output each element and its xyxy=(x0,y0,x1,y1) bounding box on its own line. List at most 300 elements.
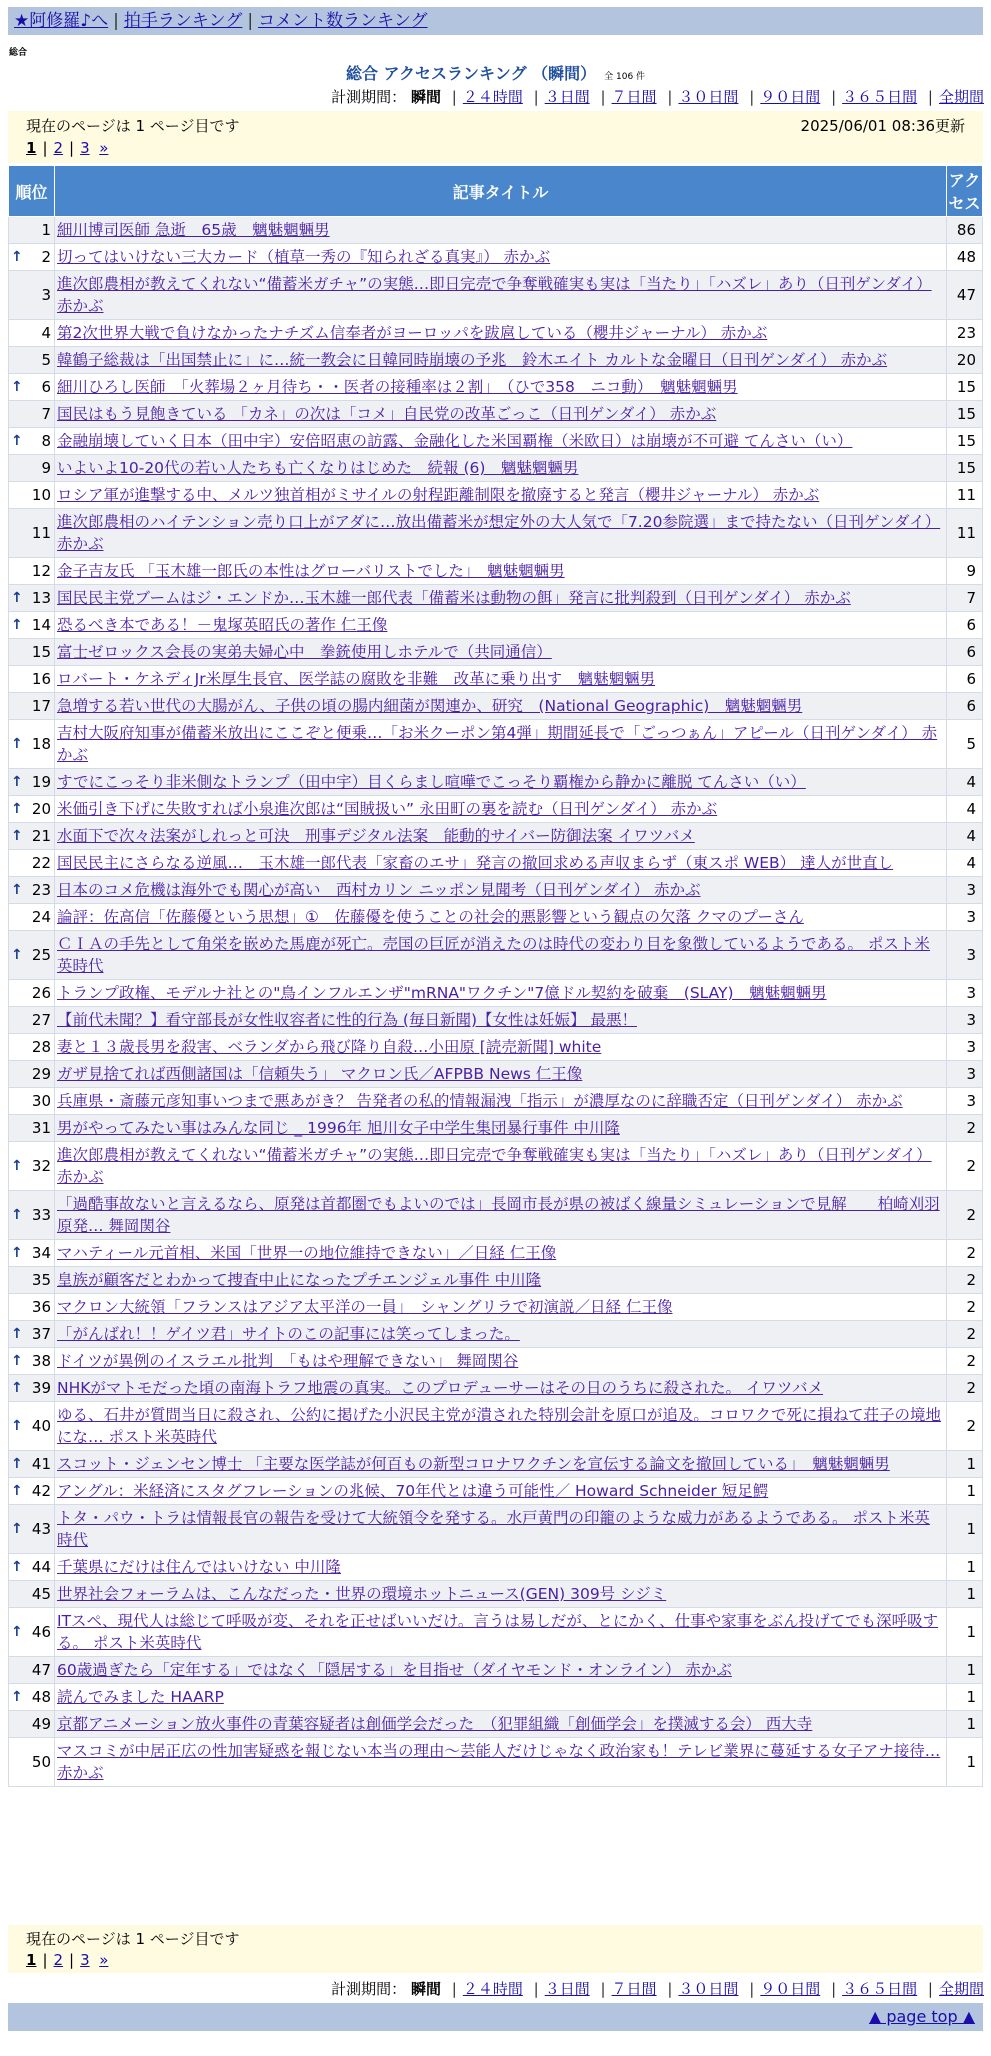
rank-cell xyxy=(9,823,55,850)
article-title-link[interactable]: 細川博司医師 急逝 65歳 魑魅魍魎男 xyxy=(57,221,330,239)
article-title-link[interactable]: 進次郎農相が教えてくれない“備蓄米ガチャ”の実態…即日完売で争奪戦確実も実は「当たり」「ハズレ」あり（日刊ゲンダイ） 赤かぶ xyxy=(57,1146,932,1186)
title-cell xyxy=(55,428,947,455)
rank-number: 21 xyxy=(31,827,51,845)
rank-up-arrow-icon: ↑ xyxy=(11,1380,23,1396)
title-cell xyxy=(55,850,947,877)
table-row xyxy=(9,217,983,244)
article-title-link[interactable]: 富士ゼロックス会長の実弟夫婦心中 拳銃使用しホテルで（共同通信） xyxy=(57,643,552,661)
title-cell xyxy=(55,244,947,271)
page-title: 総合 アクセスランキング （瞬間） xyxy=(345,64,597,83)
col-header-rank: 順位 xyxy=(9,166,55,217)
table-row xyxy=(9,1088,983,1115)
table-row xyxy=(9,1505,983,1554)
article-title-link[interactable]: 国民民主にさらなる逆風… 玉木雄一郎代表「家畜のエサ」発言の撤回求める声収まらず（東スポ WEB） 達人が世直し xyxy=(57,854,894,872)
table-row xyxy=(9,1608,983,1657)
table-row xyxy=(9,1581,983,1608)
table-row xyxy=(9,271,983,320)
article-title-link[interactable]: 恐るべき本である！－鬼塚英昭氏の著作 仁王像 xyxy=(57,616,388,634)
table-row xyxy=(9,1402,983,1451)
nav-separator: | xyxy=(247,11,254,31)
rank-number: 20 xyxy=(31,800,51,818)
rank-number: 41 xyxy=(31,1455,51,1473)
section-label: 総合 xyxy=(9,48,28,58)
access-count: 2 xyxy=(947,1321,983,1348)
period-link-30d[interactable]: ３０日間 xyxy=(678,1980,739,1998)
table-row xyxy=(9,320,983,347)
rank-number: 4 xyxy=(41,324,51,342)
access-count: 2 xyxy=(947,1191,983,1240)
access-count: 3 xyxy=(947,980,983,1007)
period-link-365d[interactable]: ３６５日間 xyxy=(842,88,918,106)
access-count: 3 xyxy=(947,904,983,931)
article-title-link[interactable]: 日本のコメ危機は海外でも関心が高い 西村カリン ニッポン見聞考（日刊ゲンダイ） 赤かぶ xyxy=(57,881,701,899)
table-row xyxy=(9,904,983,931)
access-count: 1 xyxy=(947,1738,983,1787)
rank-number: 2 xyxy=(41,248,51,266)
table-row xyxy=(9,1684,983,1711)
article-title-link[interactable]: 水面下で次々法案がしれっと可決 刑事デジタル法案 能動的サイバー防御法案 イワツバメ xyxy=(57,827,695,845)
page-link-2[interactable]: 2 xyxy=(53,1951,64,1969)
rank-number: 33 xyxy=(31,1206,51,1224)
article-title-link[interactable]: 国民民主党ブームはジ・エンドか…玉木雄一郎代表「備蓄米は動物の餌」発言に批判殺到（日刊ゲンダイ） 赤かぶ xyxy=(57,589,851,607)
table-row xyxy=(9,244,983,271)
title-cell xyxy=(55,980,947,1007)
table-row xyxy=(9,1478,983,1505)
rank-number: 27 xyxy=(31,1011,51,1029)
access-count: 6 xyxy=(947,612,983,639)
article-title-link[interactable]: 進次郎農相が教えてくれない“備蓄米ガチャ”の実態…即日完売で争奪戦確実も実は「当たり」「ハズレ」あり（日刊ゲンダイ） 赤かぶ xyxy=(57,275,932,315)
ranking-table-body xyxy=(9,217,983,1787)
rank-cell xyxy=(9,455,55,482)
title-cell xyxy=(55,1738,947,1787)
rank-up-arrow-icon: ↑ xyxy=(11,828,23,844)
rank-up-arrow-icon: ↑ xyxy=(11,801,23,817)
rank-number: 40 xyxy=(31,1417,51,1435)
title-cell xyxy=(55,931,947,980)
table-row xyxy=(9,509,983,558)
rank-number: 8 xyxy=(41,432,51,450)
rank-cell xyxy=(9,1554,55,1581)
article-title-link[interactable]: ゆる、石井が質問当日に殺され、公約に掲げた小沢民主党が潰された特別会計を原口が追及。コロワクで死に損ねて荘子の境地にな… ポスト米英時代 xyxy=(57,1406,942,1446)
rank-number: 9 xyxy=(41,459,51,477)
rank-cell xyxy=(9,401,55,428)
title-cell xyxy=(55,666,947,693)
rank-number: 3 xyxy=(41,286,51,304)
article-title-link[interactable]: 切ってはいけない三大カード（植草一秀の『知られざる真実』） 赤かぶ xyxy=(57,248,551,266)
rank-cell xyxy=(9,1375,55,1402)
table-row xyxy=(9,374,983,401)
article-title-link[interactable]: アングル：米経済にスタグフレーションの兆候、70年代とは違う可能性／ Howard Schneider 短足鰐 xyxy=(57,1482,769,1500)
title-cell xyxy=(55,1115,947,1142)
rank-cell xyxy=(9,1034,55,1061)
rank-cell xyxy=(9,217,55,244)
article-title-link[interactable]: いよいよ10-20代の若い人たちも亡くなりはじめた 続報 (6) 魑魅魍魎男 xyxy=(57,459,579,477)
article-title-link[interactable]: 「過酷事故ないと言えるなら、原発は首都圏でもよいのでは」長岡市長が県の被ばく線量シミュレーションで見解 柏崎刈羽原発… 舞岡関谷 xyxy=(57,1195,940,1235)
access-count: 15 xyxy=(947,455,983,482)
table-row xyxy=(9,1321,983,1348)
rank-number: 30 xyxy=(31,1092,51,1110)
table-row xyxy=(9,401,983,428)
article-title-link[interactable]: ロシア軍が進撃する中、メルツ独首相がミサイルの射程距離制限を撤廃すると発言（櫻井ジャーナル） 赤かぶ xyxy=(57,486,820,504)
title-cell xyxy=(55,1191,947,1240)
current-page-text: 現在のページは 1 ページ目です xyxy=(26,1930,240,1948)
rank-number: 43 xyxy=(31,1520,51,1538)
rank-cell xyxy=(9,850,55,877)
rank-cell xyxy=(9,347,55,374)
access-count: 2 xyxy=(947,1375,983,1402)
page-link-3[interactable]: 3 xyxy=(80,1951,90,1969)
title-cell xyxy=(55,509,947,558)
article-title-link[interactable]: 皇族が顧客だとわかって捜査中止になったプチエンジェル事件 中川隆 xyxy=(57,1271,542,1289)
access-count: 9 xyxy=(947,558,983,585)
title-cell xyxy=(55,693,947,720)
rank-up-arrow-icon: ↑ xyxy=(11,249,23,265)
period-selector-top: 計測期間： 瞬間 | ２４時間 | ３日間 | ７日間 | ３０日間 | ９０日間 | ３６５日間 | 全期間 xyxy=(331,88,984,106)
page-next-link[interactable]: » xyxy=(99,139,109,157)
access-count: 3 xyxy=(947,931,983,980)
rank-up-arrow-icon: ↑ xyxy=(11,947,23,963)
table-row xyxy=(9,693,983,720)
page-info-bottom xyxy=(8,1925,983,1973)
table-row xyxy=(9,850,983,877)
rank-number: 31 xyxy=(31,1119,51,1137)
table-row xyxy=(9,796,983,823)
rank-cell xyxy=(9,1684,55,1711)
title-cell xyxy=(55,320,947,347)
rank-cell xyxy=(9,1088,55,1115)
table-row xyxy=(9,1007,983,1034)
access-count: 1 xyxy=(947,1684,983,1711)
rank-number: 25 xyxy=(31,946,51,964)
rank-up-arrow-icon: ↑ xyxy=(11,379,23,395)
rank-up-arrow-icon: ↑ xyxy=(11,1207,23,1223)
article-title-link[interactable]: 進次郎農相のハイテンション売り口上がアダに…放出備蓄米が想定外の大人気で「7.20参院選」まで持たない（日刊ゲンダイ） 赤かぶ xyxy=(57,513,941,553)
page-top-link[interactable]: ▲ page top ▲ xyxy=(868,2007,975,2026)
rank-number: 15 xyxy=(31,643,51,661)
updated-timestamp: 2025/06/01 08:36更新 xyxy=(800,117,965,135)
title-cell xyxy=(55,1088,947,1115)
current-page-text: 現在のページは 1 ページ目です xyxy=(26,117,240,135)
rank-up-arrow-icon: ↑ xyxy=(11,1245,23,1261)
rank-cell xyxy=(9,1061,55,1088)
rank-cell xyxy=(9,1738,55,1787)
table-row xyxy=(9,877,983,904)
rank-number: 17 xyxy=(31,697,51,715)
access-count: 1 xyxy=(947,1554,983,1581)
period-label: 計測期間： xyxy=(331,1980,407,1998)
rank-cell xyxy=(9,693,55,720)
page-link-3[interactable]: 3 xyxy=(80,139,90,157)
title-cell xyxy=(55,1007,947,1034)
table-row xyxy=(9,1711,983,1738)
table-row xyxy=(9,769,983,796)
page-current: 1 xyxy=(26,1951,37,1969)
rank-cell xyxy=(9,320,55,347)
rank-number: 45 xyxy=(31,1585,51,1603)
period-link-3d[interactable]: ３日間 xyxy=(544,1980,590,1998)
article-title-link[interactable]: 金融崩壊していく日本（田中宇）安倍昭恵の訪露、金融化した米国覇権（米欧日）は崩壊が不可避 てんさい（い） xyxy=(57,432,853,450)
article-title-link[interactable]: トタ・パウ・トラは情報長官の報告を受けて大統領令を発する。水戸黄門の印籠のような威力があるようである。 ポスト米英時代 xyxy=(57,1509,930,1549)
article-title-link[interactable]: 米価引き下げに失敗すれば小泉進次郎は“国賊扱い” 永田町の裏を読む（日刊ゲンダイ） 赤かぶ xyxy=(57,800,718,818)
rank-cell xyxy=(9,666,55,693)
table-row xyxy=(9,1115,983,1142)
title-cell xyxy=(55,769,947,796)
rank-up-arrow-icon: ↑ xyxy=(11,1521,23,1537)
rank-number: 36 xyxy=(31,1298,51,1316)
rank-cell xyxy=(9,1657,55,1684)
table-row xyxy=(9,1267,983,1294)
access-count: 1 xyxy=(947,1581,983,1608)
table-row xyxy=(9,666,983,693)
table-row xyxy=(9,1451,983,1478)
rank-cell xyxy=(9,428,55,455)
article-title-link[interactable]: 金子吉友氏 「玉木雄一郎氏の本性はグローバリストでした」 魑魅魍魎男 xyxy=(57,562,565,580)
period-link-3d[interactable]: ３日間 xyxy=(544,88,590,106)
table-row xyxy=(9,1657,983,1684)
access-count: 3 xyxy=(947,1007,983,1034)
period-link-all[interactable]: 全期間 xyxy=(938,1980,984,1998)
title-cell xyxy=(55,639,947,666)
home-link[interactable]: ★阿修羅♪へ xyxy=(14,11,109,31)
article-title-link[interactable]: ＣＩＡの手先として角栄を嵌めた馬鹿が死亡。売国の巨匠が消えたのは時代の変わり目を象徴しているようである。 ポスト米英時代 xyxy=(57,935,930,975)
period-link-365d[interactable]: ３６５日間 xyxy=(842,1980,918,1998)
access-count: 15 xyxy=(947,428,983,455)
rank-cell xyxy=(9,1267,55,1294)
article-title-link[interactable]: ガザ見捨てれば西側諸国は「信頼失う」 マクロン氏／AFPBB News 仁王像 xyxy=(57,1065,583,1083)
access-count: 3 xyxy=(947,877,983,904)
article-title-link[interactable]: すでにこっそり非米側なトランプ（田中宇）目くらまし喧嘩でこっそり覇権から静かに離脱 てんさい（い） xyxy=(57,773,806,791)
article-title-link[interactable]: 世界社会フォーラムは、こんなだった・世界の環境ホットニュース(GEN) 309号 シジミ xyxy=(57,1585,667,1603)
rank-cell xyxy=(9,1505,55,1554)
access-count: 86 xyxy=(947,217,983,244)
title-cell xyxy=(55,612,947,639)
rank-up-arrow-icon: ↑ xyxy=(11,1353,23,1369)
title-cell xyxy=(55,904,947,931)
rank-up-arrow-icon: ↑ xyxy=(11,1456,23,1472)
ranking-table xyxy=(8,165,983,1787)
article-title-link[interactable]: 兵庫県・斎藤元彦知事いつまで悪あがき？ 告発者の私的情報漏洩「指示」が濃厚なのに辞職否定（日刊ゲンダイ） 赤かぶ xyxy=(57,1092,903,1110)
period-link-7d[interactable]: ７日間 xyxy=(611,88,657,106)
title-cell xyxy=(55,1321,947,1348)
rank-up-arrow-icon: ↑ xyxy=(11,433,23,449)
rank-number: 12 xyxy=(31,562,51,580)
rank-cell xyxy=(9,509,55,558)
title-cell xyxy=(55,374,947,401)
access-count: 1 xyxy=(947,1711,983,1738)
access-count: 1 xyxy=(947,1657,983,1684)
access-count: 48 xyxy=(947,244,983,271)
rank-cell xyxy=(9,585,55,612)
table-row xyxy=(9,1142,983,1191)
rank-up-arrow-icon: ↑ xyxy=(11,1559,23,1575)
access-count: 15 xyxy=(947,401,983,428)
rank-cell xyxy=(9,1608,55,1657)
rank-number: 13 xyxy=(31,589,51,607)
rank-cell xyxy=(9,904,55,931)
title-cell xyxy=(55,1402,947,1451)
rank-cell xyxy=(9,720,55,769)
rank-number: 10 xyxy=(31,486,51,504)
table-row xyxy=(9,720,983,769)
article-title-link[interactable]: ロバート・ケネディJr米厚生長官、医学誌の腐敗を非難 改革に乗り出す 魑魅魍魎男 xyxy=(57,670,656,688)
rank-cell xyxy=(9,1294,55,1321)
period-selector-bottom: 計測期間： 瞬間 | ２４時間 | ３日間 | ７日間 | ３０日間 | ９０日間 | ３６５日間 | 全期間 xyxy=(331,1980,984,1998)
title-cell xyxy=(55,271,947,320)
title-cell xyxy=(55,1240,947,1267)
period-current: 瞬間 xyxy=(410,88,441,106)
rank-number: 26 xyxy=(31,984,51,1002)
title-cell xyxy=(55,1348,947,1375)
rank-cell xyxy=(9,612,55,639)
rank-up-arrow-icon: ↑ xyxy=(11,774,23,790)
title-cell xyxy=(55,455,947,482)
rank-cell xyxy=(9,1451,55,1478)
title-cell xyxy=(55,796,947,823)
rank-number: 23 xyxy=(31,881,51,899)
rank-number: 18 xyxy=(31,735,51,753)
article-title-link[interactable]: ドイツが異例のイスラエル批判 「もはや理解できない」 舞岡関谷 xyxy=(57,1352,519,1370)
article-title-link[interactable]: マスコミが中居正広の性加害疑惑を報じない本当の理由～芸能人だけじゃなく政治家も！テレビ業界に蔓延する女子アナ接待… 赤かぶ xyxy=(57,1742,941,1782)
article-title-link[interactable]: 60歳過ぎたら「定年する」ではなく「隠居する」を目指せ（ダイヤモンド・オンライン） 赤かぶ xyxy=(57,1661,732,1679)
access-count: 15 xyxy=(947,374,983,401)
article-title-link[interactable]: マクロン大統領「フランスはアジア太平洋の一員」 シャングリラで初演説／日経 仁王像 xyxy=(57,1298,673,1316)
article-title-link[interactable]: 吉村大阪府知事が備蓄米放出にここぞと便乗…「お米クーポン第4弾」期間延長で「ごっつぁん」アピール（日刊ゲンダイ） 赤かぶ xyxy=(57,724,938,764)
period-link-90d[interactable]: ９０日間 xyxy=(760,88,821,106)
table-row xyxy=(9,612,983,639)
rank-up-arrow-icon: ↑ xyxy=(11,736,23,752)
article-title-link[interactable]: 妻と１３歳長男を殺害、ベランダから飛び降り自殺…小田原 [読売新聞] white xyxy=(57,1038,602,1056)
rank-number: 28 xyxy=(31,1038,51,1056)
page-current: 1 xyxy=(26,139,37,157)
rank-number: 11 xyxy=(31,524,51,542)
article-title-link[interactable]: 細川ひろし医師 「火葬場２ヶ月待ち・・医者の接種率は２割」 （ひで358 ニコ動） 魑魅魍魎男 xyxy=(57,378,738,396)
access-count: 47 xyxy=(947,271,983,320)
rank-number: 38 xyxy=(31,1352,51,1370)
period-link-90d[interactable]: ９０日間 xyxy=(760,1980,821,1998)
article-title-link[interactable]: 読んでみました HAARP xyxy=(57,1688,224,1706)
access-count: 3 xyxy=(947,1061,983,1088)
rank-number: 47 xyxy=(31,1661,51,1679)
rank-number: 24 xyxy=(31,908,51,926)
period-link-30d[interactable]: ３０日間 xyxy=(678,88,739,106)
title-cell xyxy=(55,347,947,374)
table-row xyxy=(9,1294,983,1321)
article-title-link[interactable]: 国民はもう見飽きている 「カネ」の次は「コメ」自民党の改革ごっこ（日刊ゲンダイ） 赤かぶ xyxy=(57,405,717,423)
table-row xyxy=(9,347,983,374)
rank-cell xyxy=(9,1142,55,1191)
title-cell xyxy=(55,1581,947,1608)
title-cell xyxy=(55,1684,947,1711)
title-cell xyxy=(55,401,947,428)
table-row xyxy=(9,1240,983,1267)
article-title-link[interactable]: 京都アニメーション放火事件の青葉容疑者は創価学会だった （犯罪組織「創価学会」を撲滅する会） 西大寺 xyxy=(57,1715,813,1733)
applause-ranking-link[interactable]: 拍手ランキング xyxy=(123,11,243,31)
rank-number: 14 xyxy=(31,616,51,634)
page-info-top xyxy=(8,111,983,163)
table-row xyxy=(9,482,983,509)
article-title-link[interactable]: 第2次世界大戦で負けなかったナチズム信奉者がヨーロッパを跋扈している（櫻井ジャーナル） 赤かぶ xyxy=(57,324,768,342)
article-title-link[interactable]: マハティール元首相、米国「世界一の地位維持できない」／日経 仁王像 xyxy=(57,1244,557,1262)
title-cell xyxy=(55,1061,947,1088)
article-title-link[interactable]: ITスペ、現代人は総じて呼吸が変、それを正せばいいだけ。言うは易しだが、とにかく、仕事や家事をぶん投げてでも深呼吸する。 ポスト米英時代 xyxy=(57,1612,939,1652)
table-row xyxy=(9,1061,983,1088)
access-count: 3 xyxy=(947,1088,983,1115)
rank-cell xyxy=(9,1191,55,1240)
article-title-link[interactable]: 千葉県にだけは住んではいけない 中川隆 xyxy=(57,1558,341,1576)
period-link-all[interactable]: 全期間 xyxy=(938,88,984,106)
title-cell xyxy=(55,1478,947,1505)
access-count: 2 xyxy=(947,1294,983,1321)
title-cell xyxy=(55,217,947,244)
rank-cell xyxy=(9,1115,55,1142)
rank-cell xyxy=(9,1581,55,1608)
rank-up-arrow-icon: ↑ xyxy=(11,1418,23,1434)
rank-cell xyxy=(9,639,55,666)
page-link-2[interactable]: 2 xyxy=(53,139,64,157)
pagination: 1 | 2 | 3 » xyxy=(26,139,109,157)
period-label: 計測期間： xyxy=(331,88,407,106)
article-title-link[interactable]: 急増する若い世代の大腸がん、子供の頃の腸内細菌が関連か、研究 (National Geographic) 魑魅魍魎男 xyxy=(57,697,803,715)
title-cell xyxy=(55,823,947,850)
total-count: 全 106 件 xyxy=(604,72,646,82)
rank-cell xyxy=(9,482,55,509)
period-link-7d[interactable]: ７日間 xyxy=(611,1980,657,1998)
page-next-link[interactable]: » xyxy=(99,1951,109,1969)
title-cell xyxy=(55,1505,947,1554)
access-count: 2 xyxy=(947,1115,983,1142)
title-cell xyxy=(55,1034,947,1061)
access-count: 1 xyxy=(947,1451,983,1478)
rank-number: 44 xyxy=(31,1558,51,1576)
article-title-link[interactable]: NHKがマトモだった頃の南海トラフ地震の真実。このプロデューサーはその日のうちに殺された。 イワツバメ xyxy=(57,1379,824,1397)
rank-cell xyxy=(9,374,55,401)
period-current: 瞬間 xyxy=(410,1980,441,1998)
article-title-link[interactable]: スコット・ジェンセン博士 「主要な医学誌が何百もの新型コロナワクチンを宣伝する論文を撤回している」 魑魅魍魎男 xyxy=(57,1455,890,1473)
article-title-link[interactable]: トランプ政権、モデルナ社との"鳥インフルエンザ"mRNA"ワクチン"7億ドル契約を破棄 (SLAY) 魑魅魍魎男 xyxy=(57,984,827,1002)
rank-cell xyxy=(9,796,55,823)
table-row xyxy=(9,639,983,666)
period-link-24h[interactable]: ２４時間 xyxy=(462,1980,523,1998)
rank-up-arrow-icon: ↑ xyxy=(11,1326,23,1342)
rank-cell xyxy=(9,1348,55,1375)
table-row xyxy=(9,1034,983,1061)
rank-up-arrow-icon: ↑ xyxy=(11,1483,23,1499)
article-title-link[interactable]: 男がやってみたい事はみんな同じ _ 1996年 旭川女子中学生集団暴行事件 中川隆 xyxy=(57,1119,620,1137)
rank-number: 48 xyxy=(31,1688,51,1706)
article-title-link[interactable]: 「がんばれ！！ゲイツ君」サイトのこの記事には笑ってしまった。 xyxy=(57,1325,520,1343)
rank-up-arrow-icon: ↑ xyxy=(11,590,23,606)
access-count: 4 xyxy=(947,823,983,850)
access-count: 4 xyxy=(947,850,983,877)
article-title-link[interactable]: 韓鶴子総裁は「出国禁止に」に…統一教会に日韓同時崩壊の予兆 鈴木エイト カルトな金曜日（日刊ゲンダイ） 赤かぶ xyxy=(57,351,888,369)
access-count: 6 xyxy=(947,666,983,693)
title-cell xyxy=(55,720,947,769)
article-title-link[interactable]: 論評：佐高信「佐藤優という思想」① 佐藤優を使うことの社会的悪影響という観点の欠落 クマのプーさん xyxy=(57,908,804,926)
comment-ranking-link[interactable]: コメント数ランキング xyxy=(258,11,428,31)
access-count: 3 xyxy=(947,1034,983,1061)
table-row xyxy=(9,980,983,1007)
access-count: 2 xyxy=(947,1348,983,1375)
rank-cell xyxy=(9,1402,55,1451)
article-title-link[interactable]: 【前代未聞？】看守部長が女性収容者に性的行為 (毎日新聞)【女性は妊娠】 最悪！ xyxy=(57,1011,637,1029)
rank-cell xyxy=(9,1478,55,1505)
rank-number: 22 xyxy=(31,854,51,872)
period-link-24h[interactable]: ２４時間 xyxy=(462,88,523,106)
access-count: 11 xyxy=(947,482,983,509)
rank-up-arrow-icon: ↑ xyxy=(11,1689,23,1705)
title-cell xyxy=(55,1657,947,1684)
rank-number: 50 xyxy=(31,1753,51,1771)
